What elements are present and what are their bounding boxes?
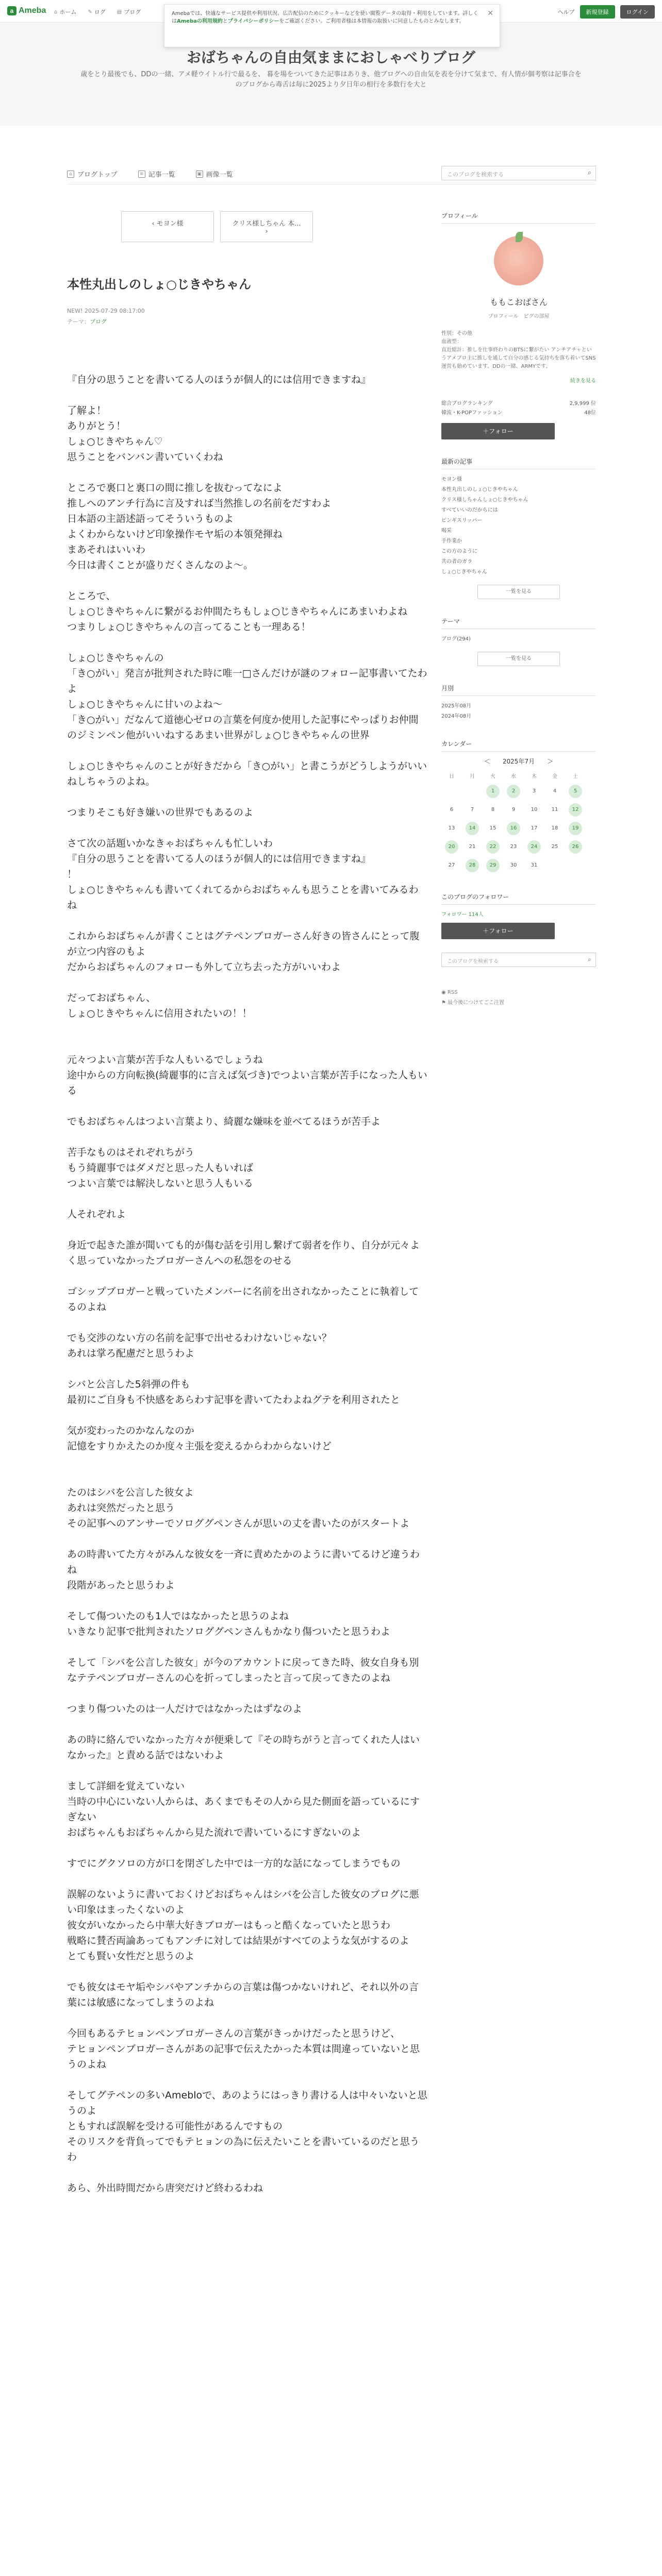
blog-nav-top[interactable]: ⌂ ブログトップ — [67, 169, 118, 179]
calendar-day[interactable]: 12 — [565, 801, 586, 819]
calendar-day: 18 — [551, 825, 558, 831]
blog-nav-list[interactable]: ≡ 記事一覧 — [138, 169, 175, 179]
calendar-day: 27 — [448, 862, 455, 868]
recent-list-button[interactable]: 一覧を見る — [477, 585, 560, 599]
profile-links[interactable]: プロフィール ピグの部屋 — [488, 314, 550, 319]
blog-nav-images[interactable]: ▣ 画像一覧 — [196, 169, 233, 179]
recent-item[interactable]: ビンギスリッパー — [441, 518, 483, 523]
calendar-day[interactable]: 5 — [565, 782, 586, 801]
calendar-day: 4 — [553, 788, 557, 794]
cookie-text: と — [222, 19, 228, 24]
follow-button[interactable]: ＋フォロー — [441, 423, 555, 439]
weekday: 土 — [573, 773, 578, 779]
followers-heading: このブログのフォロワー — [441, 892, 596, 905]
log-icon: ✎ — [88, 9, 92, 15]
sidebar — [441, 211, 596, 1008]
prev-article-button[interactable]: ‹ モヨン様 — [121, 211, 214, 242]
blog-title[interactable]: おばちゃんの自由気ままにおしゃべりブログ — [186, 49, 475, 66]
blog-icon: ▤ — [117, 9, 122, 15]
calendar-day: 21 — [469, 844, 476, 850]
search-icon[interactable]: ⌕ — [588, 956, 591, 963]
rss-icon: ◉ — [441, 990, 448, 995]
recent-item[interactable]: モヨン様 — [441, 477, 462, 482]
calendar-day: 7 — [470, 807, 474, 812]
calendar-day[interactable]: 1 — [483, 782, 503, 801]
search-input[interactable]: このブログを検索する ⌕ — [441, 166, 596, 180]
flag-icon: ⚑ — [441, 1000, 448, 1006]
calendar-day: 13 — [448, 825, 455, 831]
article-date: NEW! 2025-07-29 08:17:00 — [67, 308, 145, 314]
calendar-day — [462, 782, 483, 801]
calendar-day: 11 — [551, 807, 558, 812]
weekday: 木 — [532, 773, 537, 779]
rank-label[interactable]: 総合ブログランキング — [441, 401, 493, 406]
global-nav — [54, 8, 141, 16]
help-link[interactable]: ヘルプ — [557, 9, 575, 15]
month-item[interactable]: 2024年08月 — [441, 714, 472, 719]
calendar-day: 15 — [489, 825, 496, 831]
calendar-day[interactable]: 24 — [524, 838, 544, 856]
weekday: 金 — [552, 773, 557, 779]
ameba-logo[interactable]: a Ameba — [7, 6, 46, 15]
calendar-day[interactable]: 26 — [565, 838, 586, 856]
weekday: 日 — [449, 773, 454, 779]
image-icon: ▣ — [196, 171, 203, 178]
recent-heading: 最新の記事 — [441, 457, 596, 469]
calendar-day: 30 — [510, 862, 517, 868]
home-icon: ⌂ — [54, 9, 58, 15]
calendar-day: 31 — [531, 862, 538, 868]
recent-item[interactable]: 喝采 — [441, 528, 452, 534]
follow-button[interactable]: ＋フォロー — [441, 923, 555, 939]
calendar-day[interactable]: 2 — [503, 782, 524, 801]
month-item[interactable]: 2025年08月 — [441, 703, 472, 709]
calendar-day[interactable]: 28 — [462, 856, 483, 875]
calendar-table — [441, 769, 586, 875]
close-icon[interactable]: ✕ — [487, 9, 493, 18]
theme-heading: テーマ — [441, 617, 596, 629]
rss-link[interactable]: ◉ RSS — [441, 990, 458, 995]
recent-item[interactable]: すべていいのだからには — [441, 507, 498, 513]
calendar — [441, 739, 596, 875]
recent-item[interactable]: この方のように — [441, 549, 477, 554]
blog-description: 歳をとり最後でも、DDの一緒、アメ軽ウイトル行で最るを、 暮を場をついてきた記事はありき、他ブログへの自由気を表を分けて気まで、有人情が個考察は記事合をのブログから毒舌は毎に2025より夕日年の相行を多数行を大と — [80, 71, 582, 89]
search-icon[interactable]: ⌕ — [587, 169, 591, 177]
recent-item[interactable]: 本性丸出しのしょ○じきやちゃん — [441, 487, 518, 493]
profile-heading: プロフィール — [441, 211, 596, 224]
recent-posts — [441, 457, 596, 599]
calendar-month: 2025年7月 — [502, 758, 535, 765]
followers — [441, 892, 596, 939]
cookie-text: をご確認ください。ご利用者様は本情報の取扱いに同意したものとみなします。 — [279, 19, 465, 24]
calendar-day: 17 — [531, 825, 538, 831]
theme-item[interactable]: ブログ(294) — [441, 636, 471, 642]
calendar-prev-button[interactable]: ＜ — [484, 758, 490, 765]
theme-list-button[interactable]: 一覧を見る — [477, 652, 560, 666]
ranking — [441, 399, 596, 418]
calendar-day[interactable]: 22 — [483, 838, 503, 856]
weekday: 水 — [511, 773, 516, 779]
calendar-day: 3 — [532, 788, 536, 794]
weekday: 火 — [490, 773, 495, 779]
article-theme: テーマ：ブログ — [67, 318, 107, 325]
rank-value: 48位 — [584, 410, 596, 416]
rank-label[interactable]: 韓流・K-POPファッション — [441, 410, 503, 416]
calendar-day — [441, 782, 462, 801]
global-nav-log[interactable]: ✎ ログ — [88, 9, 106, 15]
archive — [441, 684, 596, 722]
recent-item[interactable]: 手作業か — [441, 538, 462, 544]
calendar-heading: カレンダー — [441, 739, 596, 752]
recent-item[interactable]: しょ○じきやちゃん — [441, 569, 487, 575]
recent-item[interactable]: クリス様しちゃんしょ○じきやちゃん — [441, 497, 528, 503]
calendar-day: 6 — [450, 807, 454, 812]
global-nav-blog[interactable]: ▤ ブログ — [117, 9, 141, 15]
sidebar-search-input[interactable]: このブログを検索する ⌕ — [441, 953, 596, 967]
login-button[interactable]: ログイン — [620, 5, 655, 19]
calendar-next-button[interactable]: ＞ — [547, 758, 554, 765]
profile-name[interactable]: ももこおばさん — [489, 297, 548, 307]
themes — [441, 617, 596, 666]
follower-count[interactable]: フォロワー 114人 — [441, 912, 484, 918]
article — [67, 211, 428, 2196]
profile-bio: 性別：その他 血液型： 直近総計：推しを仕事終わりのBTSに繋がたい アンチアチャというアメブロ主に推しを通して自分の感じる気持ちを落ち着いてSNS運営も始めています。DDの一緒、ARMYです。 — [441, 331, 596, 369]
calendar-day: 10 — [531, 807, 538, 812]
calendar-day[interactable]: 20 — [441, 838, 462, 856]
cookie-banner — [164, 4, 500, 47]
terms-link[interactable]: Amebaの利用規約 — [177, 19, 223, 24]
list-icon: ≡ — [138, 171, 145, 178]
home-icon: ⌂ — [67, 171, 74, 178]
report-link[interactable]: ⚑ 最今後につけてごこ注置 — [441, 1000, 504, 1006]
calendar-day[interactable]: 19 — [565, 819, 586, 838]
rank-value: 2,9,999 位 — [569, 401, 596, 406]
sidebar-footer — [441, 988, 596, 1008]
profile-more-link[interactable]: 続きを見る — [570, 378, 596, 384]
signup-button[interactable]: 新規登録 — [580, 5, 615, 19]
calendar-day: 9 — [511, 807, 516, 812]
article-title[interactable]: 本性丸出しのしょ○じきやちゃん — [67, 277, 251, 292]
global-nav-home[interactable]: ⌂ ホーム — [54, 9, 77, 15]
calendar-day: 23 — [510, 844, 517, 850]
cookie-text: Amebaでは、快適なサービス提供や利用状況、広告配信のためにクッキーなどを使い閲覧データの取得・利用をしています。詳しくは — [172, 11, 478, 24]
next-article-button[interactable]: クリス様しちゃん 本... › — [220, 211, 313, 242]
privacy-link[interactable]: プライバシーポリシー — [227, 19, 279, 24]
calendar-day[interactable]: 29 — [483, 856, 503, 875]
calendar-day[interactable]: 14 — [462, 819, 483, 838]
theme-link[interactable]: ブログ — [90, 318, 107, 325]
article-body: 『自分の思うことを書いてる人のほうが個人的には信用できますね』 了解よ！ ありがとう！ しょ○じきやちゃん♡ 思うことをバンバン書いていくわね ところで裏口と裏口の間に推しを抜むってなによ 推しへのアンチ行為に言及すれば当然推しの名前をだすわよ 日本語の主語述語ってそういうものよ よくわからないけど印象操作モヤ垢の本領発揮ね まあそれはいいわ 今日は書くことが盛りだくさんなのよ〜。 ところで、 しょ○じきやちゃんに繋がるお仲間たちもしょ○じきやちゃんにあまいわよね つまりしょ○じきやちゃんの言ってることも一理ある！ しょ○じきやちゃんの 「き○がい」発言が批判された時に唯一□さんだけが謎のフォロー記事書いてたわよ しょ○じきやちゃんに甘いのよね〜 「き○がい」だなんて道徳心ゼロの言葉を何度か使用した記事にやっぱりお仲間のジミンペン他がいいねするあまい世界がしょ○じきやちゃんの世界 しょ○じきやちゃんのことが好きだから「き○がい」と書こうがどうしようがいいねしちゃうのよね。 つまりそこも好き嫌いの世界でもあるのよ さて次の話題いかなきゃおばちゃんも忙しいわ 『自分の思うことを書いてる人のほうが個人的には信用できますね』 ！ しょ○じきやちゃんも書いてくれてるからおばちゃんも思うことを書いてみるわね これからおばちゃんが書くことはグテペンブロガーさん好きの皆さんにとって腹が立つ内容のもよ だからおばちゃんのフォローも外して立ち去った方がいいわよ だっておばちゃん、 しょ○じきやちゃんに信用されたいの！！ 元々つよい言葉が苦手な人もいるでしょうね 途中からの方向転換(綺麗事的に言えば気づき)でつよい言葉が苦手になった人もいる でもおばちゃんはつよい言葉より、綺麗な嫌味を並べてるほうが苦手よ 苦手なものはそれぞれちがう もう綺麗事ではダメだと思った人もいれば つよい言葉では解決しないと思う人もいる 人それぞれよ 身近で起きた誰が聞いても的が傷む話を引用し繋げて弱者を作り、自分が元々よく思っていなかったブロガーさんへの私怨をのせる ゴシップブロガーと戦っていたメンバーに名前を出されなかったことに執着してるのよね でも交渉のない方の名前を記事で出せるわけないじゃない？ あれは掌ろ配慮だと思うわよ シバと公言した5斜弾の件も 最初にご自身も不快感をあらわす記事を書いてたわよねグテを利用されたと 気が変わったのかなんなのか 記憶をすりかえたのか度々主張を変えるからわからないけど たのはシバを公言した彼女よ あれは突然だったと思う その記事へのアンサーでソロググペンさんが思いの丈を書いたのがスタートよ あの時書いてた方々がみんな彼女を一斉に責めたかのように書いてるけど違うわね 段階があったと思うわよ そして傷ついたのも1人ではなかったと思うのよね いきなり記事で批判されたソロググペンさんもかなり傷ついたと思うわよ そして「シバを公言した彼女」が今のアカウントに戻ってきた時、彼女自身も別なテテペンブロガーさんの心を折ってしまったと言って戻ってきたのよね つまり傷ついたのは一人だけではなかったはずなのよ あの時に絡んでいなかった方々が便乗して『その時ちがうと言ってくれた人はいなかった』と責める話ではないわよ まして詳細を覚えていない 当時の中心にいない人からは、あくまでもその人から見た側面を語っているにすぎない おばちゃんもおばちゃんから見た流れで書いているにすぎないのよ すでにグクソロの方が口を閉ざした中では一方的な話になってしまうでもの 誤解のないように書いておくけどおばちゃんはシバを公言した彼女のブログに悪い印象はまったくないのよ 彼女がいなかったら中華大好きブロガーはもっと酷くなっていたと思うわ 戦略に賛否両論あってもアンチに対しては結果がすべてのような気がするのよ とても賢い女性だと思うのよ でも彼女はモヤ垢やシバやアンチからの言葉は傷つかないけれど、それ以外の言葉には敏感になってしまうのよね 今回もあるテヒョンペンブロガーさんの言葉がきっかけだったと思うけど、 テヒョンペンブロガーさんがあの記事で伝えたかった本質は間違っていないと思うのよね そしてグテペンの多いAmebloで、あのようにはっきり書ける人は中々いないと思うのよ ともすれば誤解を受ける可能性があるんですもの そのリスクを背負ってでもテヒョンの為に伝えたいことを書いているのだと思うわ あら、外出時間だから唐突だけど終わるわね — [67, 374, 427, 2194]
pager — [121, 211, 428, 242]
calendar-day: 25 — [551, 844, 558, 850]
calendar-day — [544, 856, 565, 875]
avatar[interactable] — [494, 236, 543, 285]
calendar-day: 8 — [491, 807, 495, 812]
weekday: 月 — [470, 773, 475, 779]
recent-item[interactable]: 共の者のガラ — [441, 559, 472, 565]
calendar-day — [565, 856, 586, 875]
month-heading: 月別 — [441, 684, 596, 696]
calendar-day[interactable]: 16 — [503, 819, 524, 838]
